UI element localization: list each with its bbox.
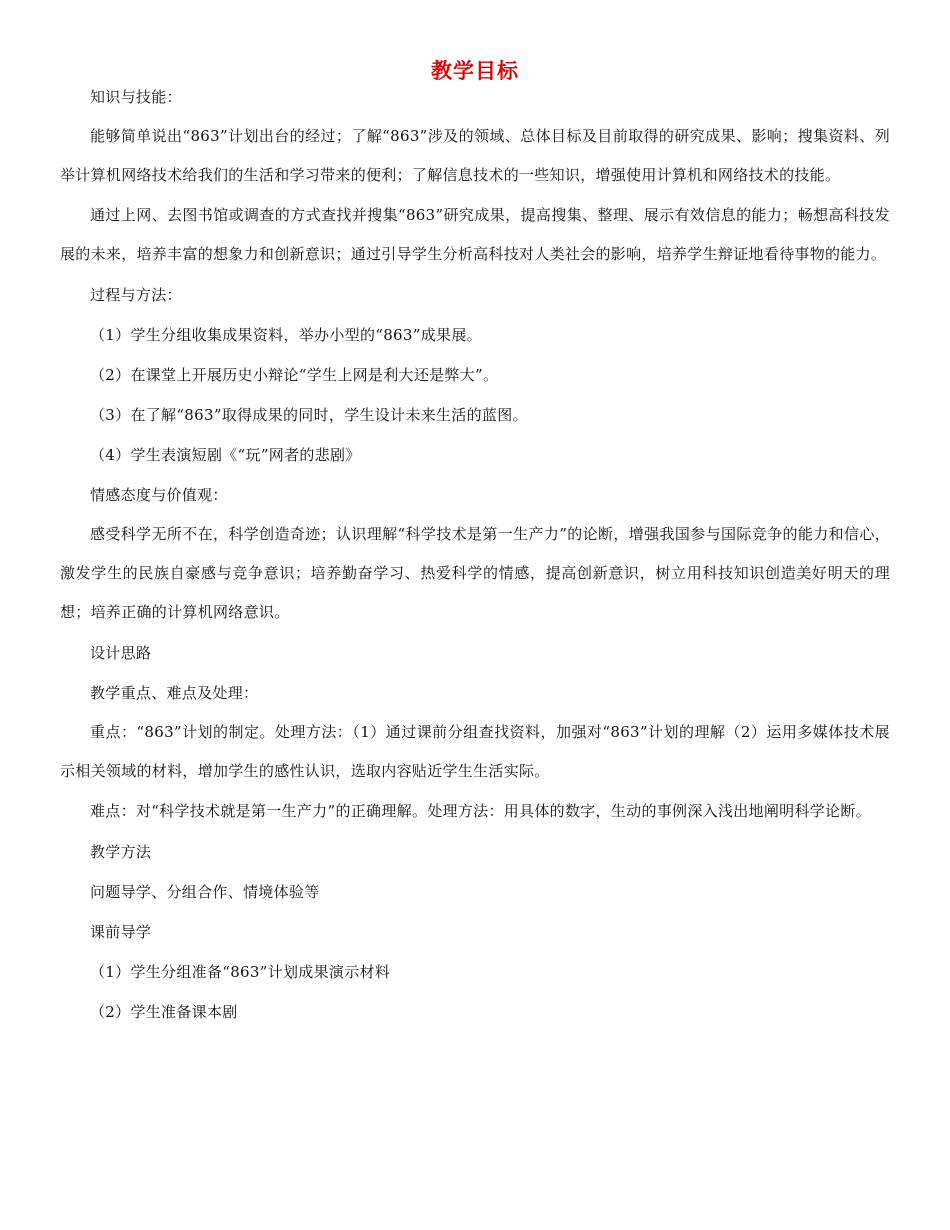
knowledge-paragraph-2: 通过上网、去图书馆或调查的方式查找并搜集“863”研究成果，提高搜集、整理、展示有效信息的能力；畅想高科技发展的未来，培养丰富的想象力和创新意识；通过引导学生分析高科技对人类社会的影响，培养学生辩证地看待事物的能力。 xyxy=(60,206,890,263)
process-item-3: （3）在了解“863”取得成果的同时，学生设计未来生活的蓝图。 xyxy=(90,406,528,424)
document-title: 教学目标 xyxy=(431,58,519,83)
prelesson-item-2: （2）学生准备课本剧 xyxy=(90,1003,238,1021)
emotion-heading: 情感态度与价值观： xyxy=(90,486,228,504)
process-heading: 过程与方法： xyxy=(90,286,182,304)
document-body xyxy=(60,87,890,1042)
method-heading: 教学方法 xyxy=(90,843,152,861)
method-text: 问题导学、分组合作、情境体验等 xyxy=(90,883,320,901)
knowledge-heading: 知识与技能： xyxy=(90,88,182,106)
process-item-4: （4）学生表演短剧《“玩”网者的悲剧》 xyxy=(90,446,361,464)
key-heading: 教学重点、难点及处理： xyxy=(90,684,259,702)
knowledge-paragraph-1: 能够简单说出“863”计划出台的经过；了解“863”涉及的领域、总体目标及目前取得的研究成果、影响；搜集资料、列举计算机网络技术给我们的生活和学习带来的便利；了解信息技术的一些知识，增强使用计算机和网络技术的技能。 xyxy=(60,127,890,184)
emotion-paragraph: 感受科学无所不在，科学创造奇迹；认识理解“科学技术是第一生产力”的论断，增强我国参与国际竞争的能力和信心，激发学生的民族自豪感与竞争意识；培养勤奋学习、热爱科学的情感，提高创新意识，树立用科技知识创造美好明天的理想；培养正确的计算机网络意识。 xyxy=(60,525,890,621)
prelesson-item-1: （1）学生分组准备“863”计划成果演示材料 xyxy=(90,963,391,981)
key-point-paragraph: 重点：“863”计划的制定。处理方法：（1）通过课前分组查找资料，加强对“863”计划的理解（2）运用多媒体技术展示相关领域的材料，增加学生的感性认识，选取内容贴近学生生活实际。 xyxy=(60,723,890,780)
process-item-2: （2）在课堂上开展历史小辩论“学生上网是利大还是弊大”。 xyxy=(90,366,499,384)
process-item-1: （1）学生分组收集成果资料，举办小型的“863”成果展。 xyxy=(90,326,482,344)
prelesson-heading: 课前导学 xyxy=(90,923,152,941)
design-heading: 设计思路 xyxy=(90,644,152,662)
difficult-point-paragraph: 难点：对“科学技术就是第一生产力”的正确理解。处理方法：用具体的数字，生动的事例深入浅出地阐明科学论断。 xyxy=(90,802,871,820)
